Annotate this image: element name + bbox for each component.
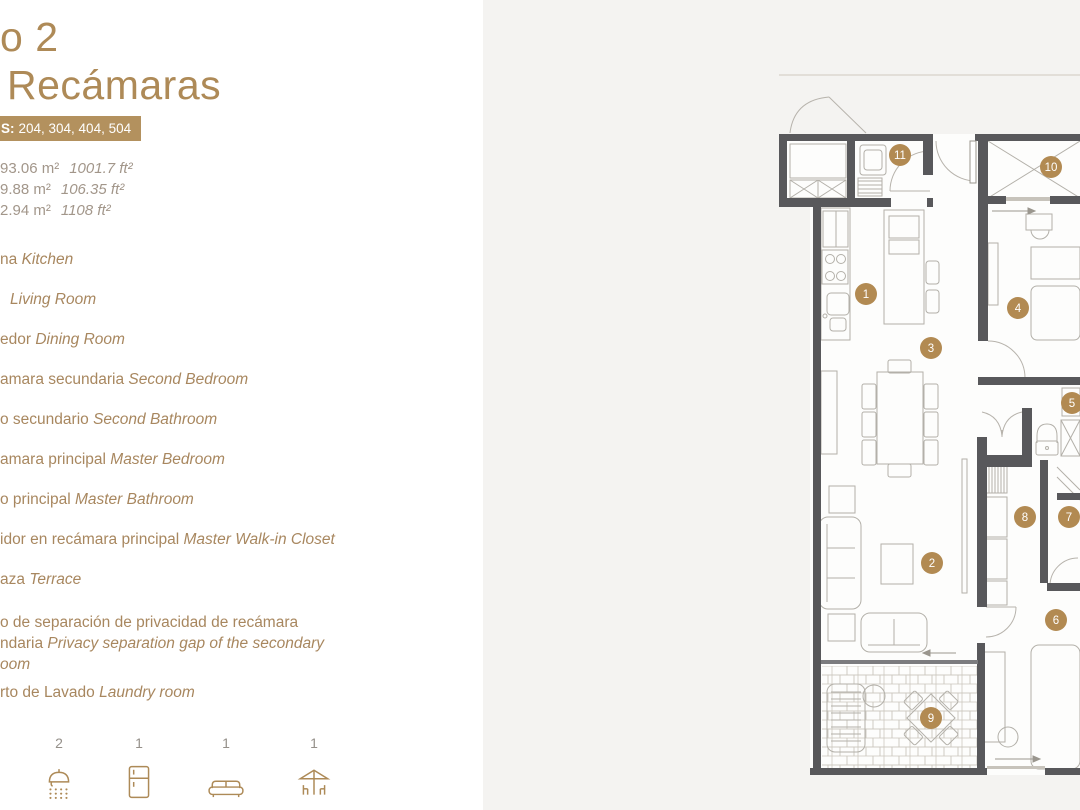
area-m2: 9.88 m² [0, 181, 51, 198]
svg-text:9: 9 [927, 713, 935, 725]
room-list-item: o principal Master Bathroom [0, 491, 194, 508]
svg-text:11: 11 [894, 150, 906, 162]
room-list-item: o secundario Second Bathroom [0, 411, 218, 428]
room-list-item: rto de Lavado Laundry room [0, 684, 195, 701]
plan-marker-3 [920, 337, 942, 359]
area-ft2: 106.35 ft² [60, 181, 125, 198]
page-title-line2: Recámaras [7, 62, 222, 108]
amenity-count: 1 [222, 735, 230, 751]
svg-text:1: 1 [862, 289, 870, 301]
badge-numbers: 204, 304, 404, 504 [18, 121, 132, 136]
room-list-item: amara secundaria Second Bedroom [0, 371, 249, 388]
svg-text:5: 5 [1068, 398, 1076, 410]
area-m2: 93.06 m² [0, 160, 60, 177]
amenity-count: 2 [55, 735, 63, 751]
room-list-item: amara principal Master Bedroom [0, 451, 225, 468]
area-ft2: 1108 ft² [60, 202, 111, 219]
room-list-item: o de separación de privacidad de recámara ndaria Privacy separation gap of the secondary oom [0, 614, 324, 673]
svg-text:4: 4 [1014, 303, 1022, 315]
svg-text:7: 7 [1065, 512, 1073, 524]
area-m2: 2.94 m² [0, 202, 51, 219]
room-list-item: idor en recámara principal Master Walk-in Closet [0, 531, 335, 548]
svg-text:6: 6 [1052, 615, 1060, 627]
plan-marker-1 [855, 283, 877, 305]
room-list-item: na Kitchen [0, 251, 74, 268]
badge-label: S: [1, 121, 15, 136]
room-list-item: aza Terrace [0, 571, 82, 588]
plan-marker-2 [921, 552, 943, 574]
plan-marker-7 [1058, 506, 1080, 528]
plan-marker-4 [1007, 297, 1029, 319]
plan-marker-8 [1014, 506, 1036, 528]
page-title-line1: o 2 [0, 14, 59, 60]
area-ft2: 1001.7 ft² [69, 160, 133, 177]
svg-text:3: 3 [927, 343, 935, 355]
amenity-count: 1 [310, 735, 318, 751]
svg-text:10: 10 [1044, 162, 1058, 174]
room-list-item: edor Dining Room [0, 331, 125, 348]
plan-marker-9 [920, 707, 942, 729]
plan-marker-11 [889, 144, 911, 166]
plan-marker-10 [1040, 156, 1062, 178]
svg-text:2: 2 [928, 558, 936, 570]
plan-marker-6 [1045, 609, 1067, 631]
svg-text:8: 8 [1021, 512, 1029, 524]
room-list-item: Living Room [10, 291, 97, 308]
amenity-count: 1 [135, 735, 143, 751]
